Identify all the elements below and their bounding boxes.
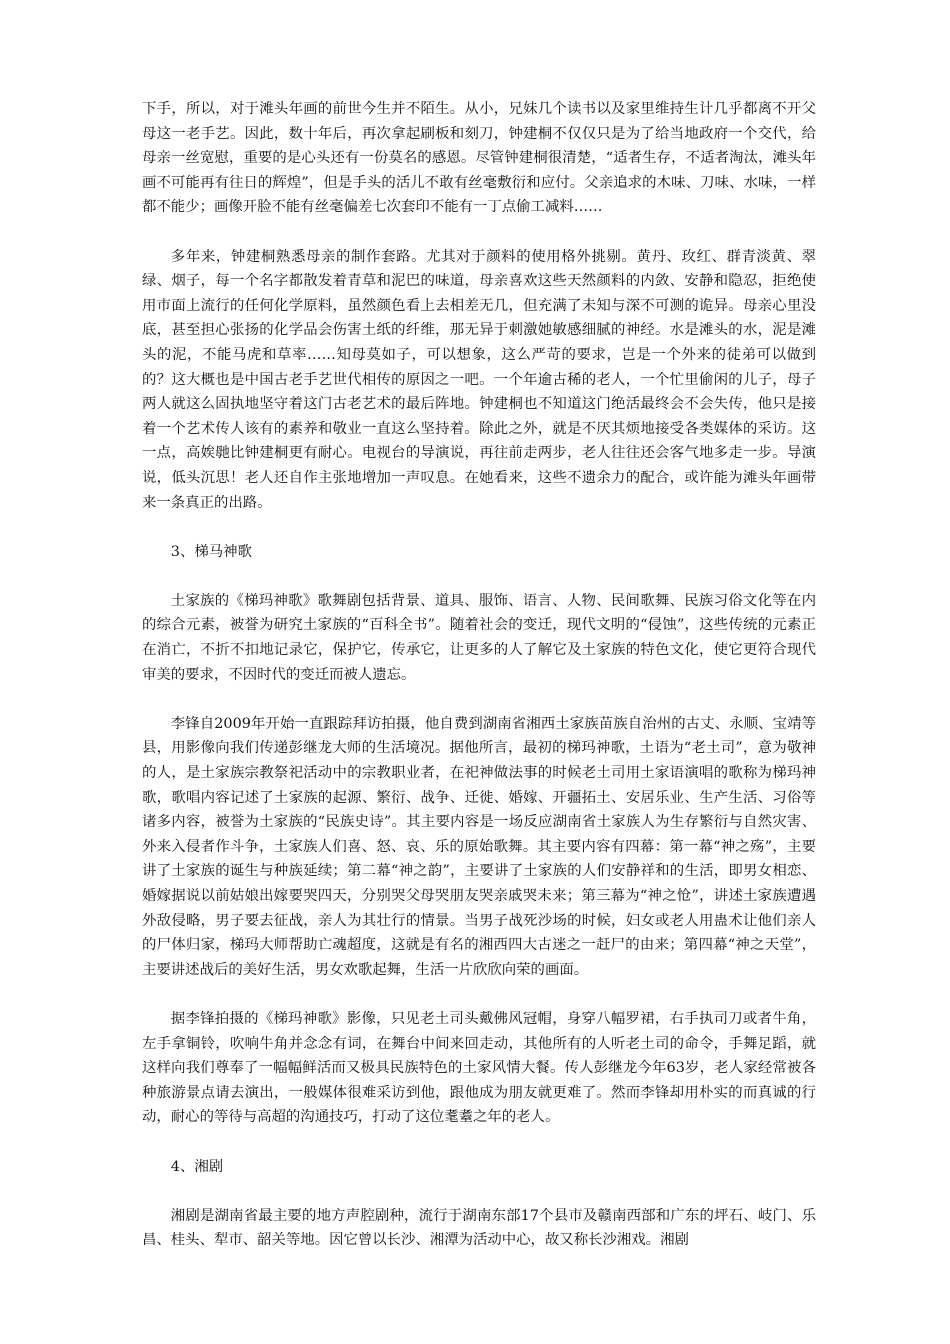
paragraph-lifeng-tracking: 李锋自2009年开始一直跟踪拜访拍摄，他自费到湖南省湘西土家族苗族自治州的古丈、永顺、宝靖等县，用影像向我们传递彭继龙大师的生活境况。据他所言，最初的梯玛神歌，土语为“老土司”，意为敬神的人，是土家族宗教祭祀活动中的宗教职业者，在祀神做法事的时候老土司用土家语演唱的歌称为梯玛神歌，歌唱内容记述了土家族的起源、繁衍、战争、迁徙、婚嫁、开疆拓土、安居乐业、生产生活、习俗等诸多内容，被誉为土家族的“民族史诗”。其主要内容是一场反应湖南省土家族人为生存繁衍与自然灾害、外来入侵者作斗争，土家族人们喜、怒、哀、乐的原始歌舞。其主要内容有四幕：第一幕“神之殇”，主要讲了土家族的诞生与种族延续；第二幕“神之韵”，主要讲了土家族的人们安静祥和的生活，即男女相恋、婚嫁据说以前姑娘出嫁要哭四天，分别哭父母哭朋友哭亲戚哭未来；第三幕为“神之怆”，讲述土家族遭遇外敌侵略，男子要去征战，亲人为其壮行的情景。当男子战死沙场的时候，妇女或老人用蛊术让他们亲人的尸体归家，梯玛大师帮助亡魂超度，这就是有名的湘西四大古迷之一赶尸的由来；第四幕“神之天堂”，主要讲述战后的美好生活，男女欢歌起舞，生活一片欣欣向荣的画面。: [142, 715, 816, 978]
paragraph-xiangju: 湘剧是湖南省最主要的地方声腔剧种，流行于湖南东部17个县市及赣南西部和广东的坪石、岐门、乐昌、桂头、犁市、韶关等地。因它曾以长沙、湘潭为活动中心，故又称长沙湘戏。湘剧: [142, 1207, 816, 1249]
document-page: [142, 97, 816, 1253]
paragraph-tima-overview: 土家族的《梯玛神歌》歌舞剧包括背景、道具、服饰、语言、人物、民间歌舞、民族习俗文化等在内的综合元素，被誉为研究土家族的“百科全书”。随着社会的变迁，现代文明的“侵蚀”，这些传统的元素正在消亡，不折不扣地记录它，保护它，传承它，让更多的人了解它及土家族的特色文化，使它更符合现代审美的要求，不因时代的变迁而被人遗忘。: [142, 592, 816, 683]
section-heading-xiangju: 4、湘剧: [170, 1158, 224, 1175]
paragraph-pigments: 多年来，钟建桐熟悉母亲的制作套路。尤其对于颜料的使用格外挑剔。黄丹、玫红、群青淡黄、翠绿、烟子，每一个名字都散发着青草和泥巴的味道，母亲喜欢这些天然颜料的内敛、安静和隐忍，拒绝使用市面上流行的任何化学原料，虽然颜色看上去相差无几，但充满了未知与深不可测的诡异。母亲心里没底，甚至担心张扬的化学品会伤害土纸的纤维，那无异于刺激她敏感细腻的神经。水是滩头的水，泥是滩头的泥，不能马虎和草率……知母莫如子，可以想象，这么严苛的要求，岂是一个外来的徒弟可以做到的？这大概也是中国古老手艺世代相传的原因之一吧。一个年逾古稀的老人，一个忙里偷闲的儿子，母子两人就这么固执地坚守着这门古老艺术的最后阵地。钟建桐也不知道这门绝活最终会不会失传，他只是接着一个艺术传人该有的素养和敬业一直这么坚持着。除此之外，就是不厌其烦地接受各类媒体的采访。这一点，高娭毑比钟建桐更有耐心。电视台的导演说，再往前走两步，老人往往还会客气地多走一步。导演说，低头沉思！老人还自作主张地增加一声叹息。在她看来，这些不遗余力的配合，或许能为滩头年画带来一条真正的出路。: [142, 248, 816, 511]
paragraph-tima-images: 据李锋拍摄的《梯玛神歌》影像，只见老土司头戴佛风冠帽，身穿八幅罗裙，右手执司刀或者牛角，左手拿铜铃，吹响牛角并念念有词，在舞台中间来回走动，其他所有的人听老土司的命令，手舞足蹈，就这样向我们尊奉了一幅幅鲜活而又极具民族特色的土家风情大餐。传人彭继龙今年63岁，老人家经常被各种旅游景点请去演出，一般媒体很难采访到他，跟他成为朋友就更难了。然而李锋却用朴实的而真诚的行动，耐心的等待与高超的沟通技巧，打动了这位耄耋之年的老人。: [142, 1010, 816, 1126]
paragraph-tantou-intro: 下手，所以，对于滩头年画的前世今生并不陌生。从小，兄妹几个读书以及家里维持生计几乎都离不开父母这一老手艺。因此，数十年后，再次拿起刷板和刻刀，钟建桐不仅仅只是为了给当地政府一个交代，给母亲一丝宽慰，重要的是心头还有一份莫名的感恩。尽管钟建桐很清楚，“适者生存，不适者淘汰，滩头年画不可能再有往日的辉煌”，但是手头的活儿不敢有丝毫敷衍和应付。父亲追求的木味、刀味、水味，一样都不能少；画像开脸不能有丝毫偏差七次套印不能有一丁点偷工减料……: [142, 101, 816, 216]
section-heading-timashenge: 3、梯马神歌: [170, 543, 252, 560]
